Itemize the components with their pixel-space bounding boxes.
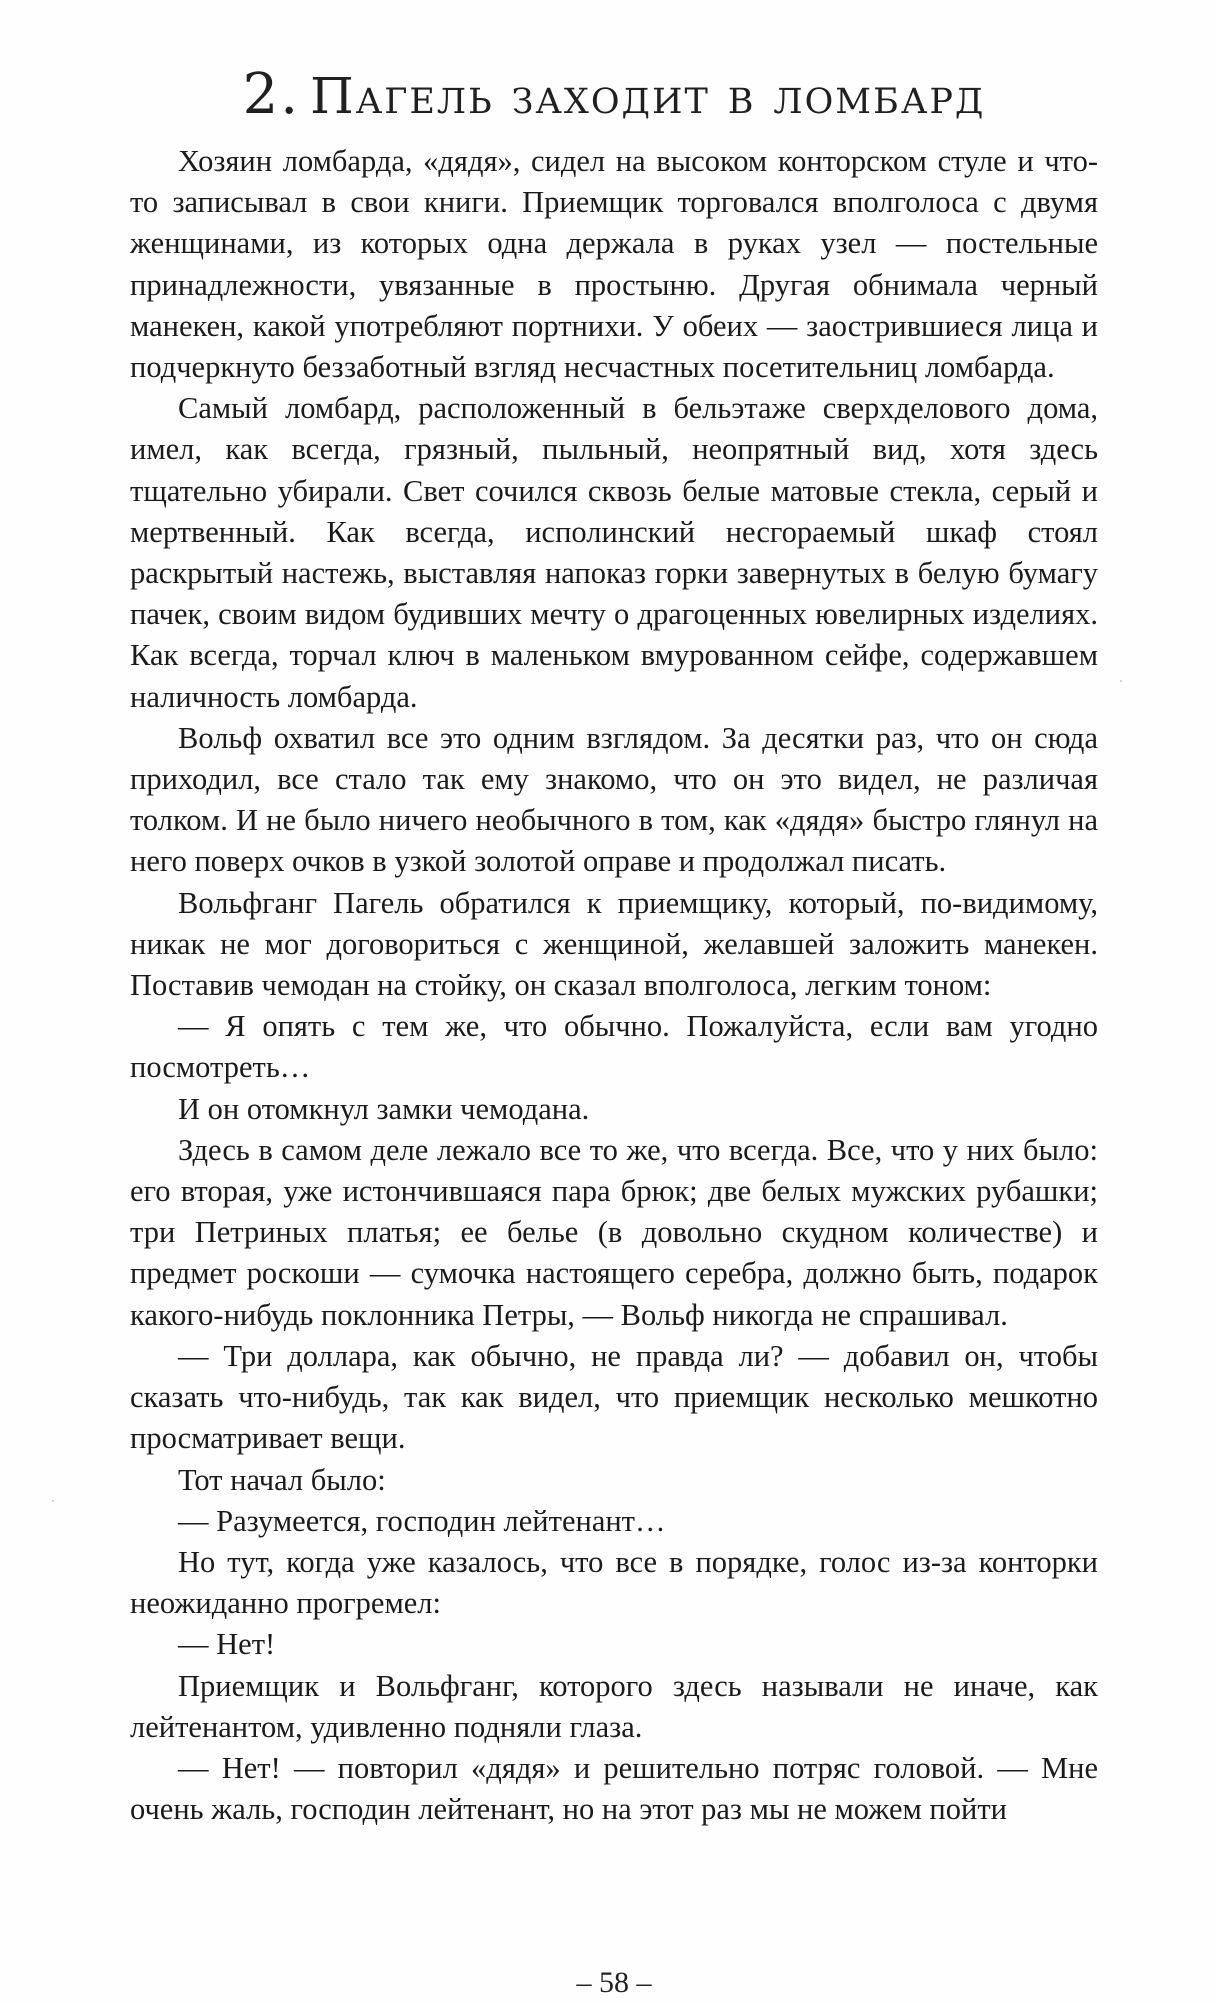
dialogue-line: — Разумеется, господин лейтенант… [178,1503,666,1538]
paragraph: Тот начал было: [178,1462,386,1497]
paper-speck [52,1500,54,1502]
paragraph: Хозяин ломбарда, «дядя», сидел на высоком конторском стуле и что-то записывал в свои книги. Приемщик торговался вполголоса с двумя женщинами, из которых одна держала в руках узел — постельные принадлежности, увязанные в простыню. Другая обнимала черный манекен, какой употребляют портнихи. У обеих — заострившиеся лица и подчеркнуто беззаботный взгляд несчастных посетительниц ломбарда. [130,144,1098,385]
dialogue-line: — Нет! — повторил «дядя» и решительно потряс головой. — Мне очень жаль, господин лейтенант, но на этот раз мы не можем пойти [130,1750,1098,1827]
dialogue-line: — Я опять с тем же, что обычно. Пожалуйста, если вам угодно посмотреть… [130,1009,1098,1085]
paragraph: Самый ломбард, расположенный в бельэтаже сверхделового дома, имел, как всегда, грязный, пыльный, неопрятный вид, хотя здесь тщательно убирали. Свет сочился сквозь белые матовые стекла, серый и мертвенный. Как всегда, исполинский несгораемый шкаф стоял раскрытый настежь, выставляя напоказ горки завернутых в белую бумагу пачек, своим видом будивших мечту о драгоценных ювелирных изделиях. Как всегда, торчал ключ в маленьком вмурованном сейфе, содержавшем наличность ломбарда. [130,391,1098,714]
chapter-title: Пагель заходит в ломбард [310,67,986,125]
paragraph: Но тут, когда уже казалось, что все в порядке, голос из-за конторки неожиданно прогремел: [130,1544,1098,1621]
paper-speck [1120,680,1122,682]
chapter-number: 2. [242,62,301,127]
paragraph: Вольфганг Пагель обратился к приемщику, который, по-видимому, никак не мог договориться с женщиной, желавшей заложить манекен. Поставив чемодан на стойку, он сказал вполголоса, легким тоном: [130,885,1098,1003]
book-page [130,58,1098,1999]
paragraph: Приемщик и Вольфганг, которого здесь называли не иначе, как лейтенантом, удивленно подняли глаза. [130,1668,1098,1744]
chapter-body [130,141,1098,1830]
dialogue-line: — Три доллара, как обычно, не правда ли? — добавил он, чтобы сказать что-нибудь, так как видел, что приемщик несколько мешкотно просматривает вещи. [130,1338,1098,1456]
paragraph: Здесь в самом деле лежало все то же, что всегда. Все, что у них было: его вторая, уже истончившаяся пара брюк; две белых мужских рубашки; три Петриных платья; ее белье (в довольно скудном количестве) и предмет роскоши — сумочка настоящего серебра, должно быть, подарок какого-нибудь поклонника Петры, — Вольф никогда не спрашивал. [130,1132,1098,1332]
paragraph: Вольф охватил все это одним взглядом. За десятки раз, что он сюда приходил, все стало так ему знакомо, что он это видел, не различая толком. И не было ничего необычного в том, как «дядя» быстро глянул на него поверх очков в узкой золотой оправе и продолжал писать. [130,720,1098,879]
paragraph: И он отомкнул замки чемодана. [178,1091,590,1126]
page-number: – 58 – [576,1966,652,1999]
chapter-heading [130,58,1098,133]
dialogue-line: — Нет! [178,1627,276,1662]
